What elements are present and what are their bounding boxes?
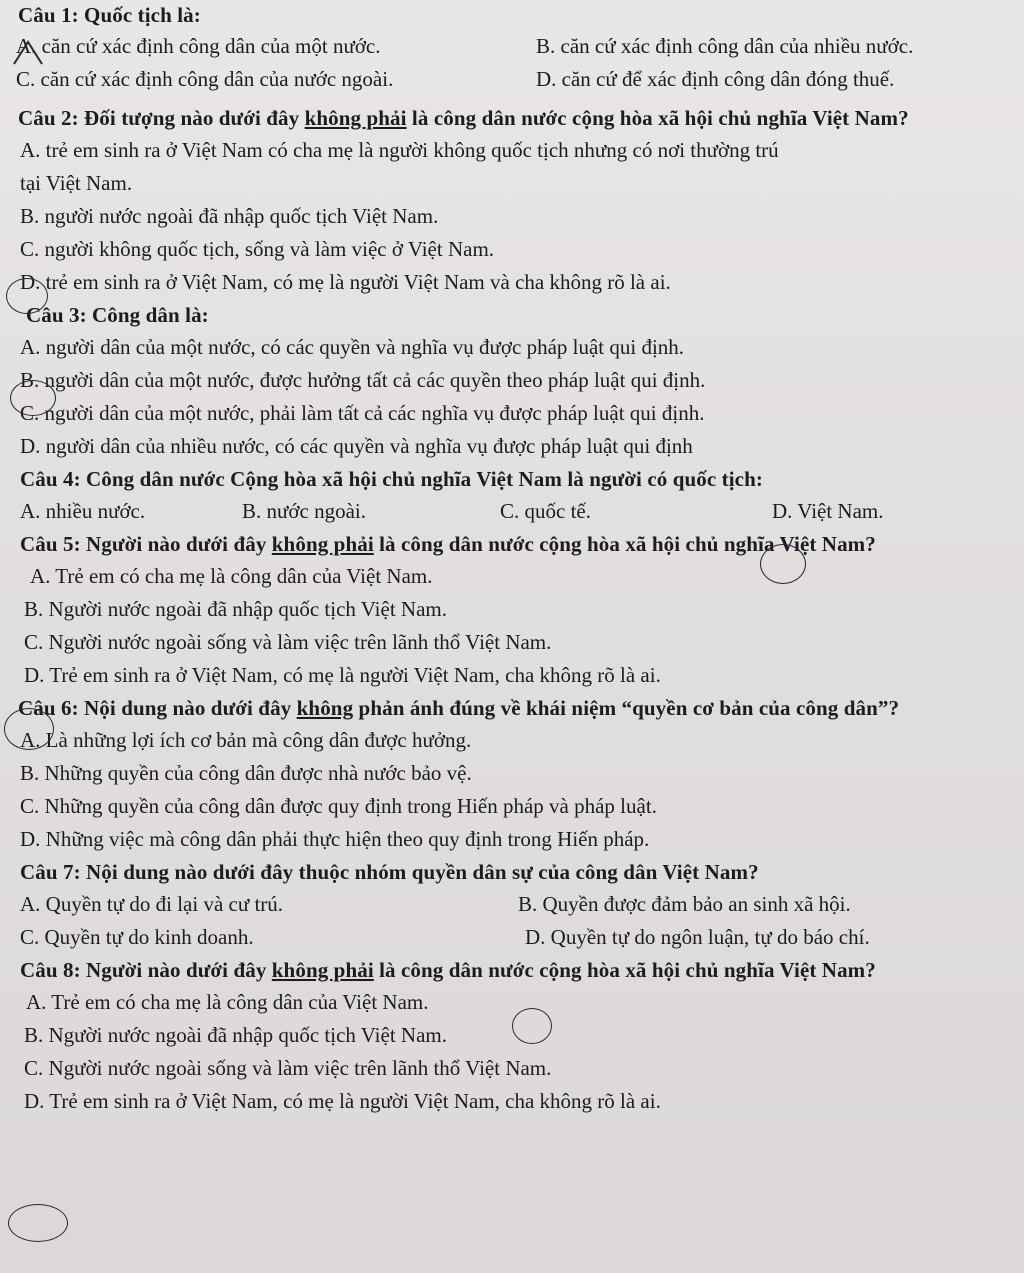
question-title-start: Câu 6: Nội dung nào dưới đây — [18, 696, 297, 720]
option-d: D. Những việc mà công dân phải thực hiện theo quy định trong Hiến pháp. — [20, 827, 650, 851]
answer-circle-q8 — [8, 1204, 68, 1242]
option-d: D. Việt Nam. — [772, 499, 884, 523]
option-b: B. Người nước ngoài đã nhập quốc tịch Việt Nam. — [24, 597, 447, 621]
question-title-end: phản ánh đúng về khái niệm “quyền cơ bản của công dân”? — [353, 696, 900, 720]
question-2 — [0, 102, 1024, 299]
option-a: A. Trẻ em có cha mẹ là công dân của Việt Nam. — [26, 990, 429, 1014]
option-b: B. nước ngoài. — [242, 499, 366, 523]
question-title-emphasis: không phải — [271, 958, 374, 982]
option-d: D. trẻ em sinh ra ở Việt Nam, có mẹ là người Việt Nam và cha không rõ là ai. — [20, 270, 671, 294]
question-title: Câu 4: Công dân nước Cộng hòa xã hội chủ nghĩa Việt Nam là người có quốc tịch: — [20, 467, 763, 491]
option-b: B. Người nước ngoài đã nhập quốc tịch Việt Nam. — [24, 1023, 447, 1047]
question-title: Câu 1: Quốc tịch là: — [18, 3, 201, 27]
option-a: A. Quyền tự do đi lại và cư trú. — [20, 892, 284, 916]
option-b: B. Quyền được đảm bảo an sinh xã hội. — [518, 892, 851, 916]
option-d: D. Trẻ em sinh ra ở Việt Nam, có mẹ là người Việt Nam, cha không rõ là ai. — [24, 663, 661, 687]
question-title — [0, 102, 1024, 134]
option-a: A. trẻ em sinh ra ở Việt Nam có cha mẹ là người không quốc tịch nhưng có nơi thường trú — [20, 138, 779, 162]
option-a: A. Trẻ em có cha mẹ là công dân của Việt Nam. — [30, 564, 433, 588]
option-d: D. Trẻ em sinh ra ở Việt Nam, có mẹ là người Việt Nam, cha không rõ là ai. — [24, 1089, 661, 1113]
option-b: B. người dân của một nước, được hưởng tất cả các quyền theo pháp luật qui định. — [20, 368, 706, 392]
option-c: C. Quyền tự do kinh doanh. — [20, 925, 254, 949]
option-b: B. Những quyền của công dân được nhà nước bảo vệ. — [20, 761, 472, 785]
question-title: Câu 7: Nội dung nào dưới đây thuộc nhóm quyền dân sự của công dân Việt Nam? — [20, 860, 759, 884]
option-a-continued: tại Việt Nam. — [20, 171, 133, 195]
option-a: A. Là những lợi ích cơ bản mà công dân được hưởng. — [20, 728, 472, 752]
option-c: C. người dân của một nước, phải làm tất cả các nghĩa vụ được pháp luật qui định. — [20, 401, 705, 425]
option-a: A. căn cứ xác định công dân của một nước. — [16, 34, 381, 58]
option-c: C. quốc tế. — [500, 499, 591, 523]
question-4 — [0, 463, 1024, 528]
question-title-end: là công dân nước cộng hòa xã hội chủ nghĩa Việt Nam? — [373, 532, 876, 556]
question-title-emphasis: không — [296, 696, 354, 720]
question-title-emphasis: không phải — [304, 106, 407, 130]
question-7 — [0, 856, 1024, 954]
question-title: Câu 3: Công dân là: — [26, 303, 209, 327]
question-title-end: là công dân nước cộng hòa xã hội chủ nghĩa Việt Nam? — [406, 106, 909, 130]
option-d: D. căn cứ để xác định công dân đóng thuế. — [536, 67, 895, 91]
option-b: B. căn cứ xác định công dân của nhiều nước. — [536, 34, 914, 58]
question-title-end: là công dân nước cộng hòa xã hội chủ nghĩa Việt Nam? — [373, 958, 876, 982]
option-c: C. Người nước ngoài sống và làm việc trên lãnh thổ Việt Nam. — [24, 630, 552, 654]
option-b: B. người nước ngoài đã nhập quốc tịch Việt Nam. — [20, 204, 439, 228]
question-title-start: Câu 2: Đối tượng nào dưới đây — [18, 106, 305, 130]
option-a: A. nhiều nước. — [20, 499, 146, 523]
option-d: D. người dân của nhiều nước, có các quyền và nghĩa vụ được pháp luật qui định — [20, 434, 693, 458]
question-title — [0, 528, 1024, 560]
option-c: C. Người nước ngoài sống và làm việc trên lãnh thổ Việt Nam. — [24, 1056, 552, 1080]
question-1 — [0, 0, 1024, 96]
question-title — [0, 692, 1024, 724]
question-title-start: Câu 5: Người nào dưới đây — [20, 532, 272, 556]
question-title-emphasis: không phải — [271, 532, 374, 556]
question-8 — [0, 954, 1024, 1118]
option-c: C. Những quyền của công dân được quy định trong Hiến pháp và pháp luật. — [20, 794, 657, 818]
question-title-start: Câu 8: Người nào dưới đây — [20, 958, 272, 982]
question-6 — [0, 692, 1024, 856]
option-d: D. Quyền tự do ngôn luận, tự do báo chí. — [525, 925, 870, 949]
question-title — [0, 954, 1024, 986]
option-c: C. căn cứ xác định công dân của nước ngoài. — [16, 67, 394, 91]
question-5 — [0, 528, 1024, 692]
question-3 — [0, 299, 1024, 463]
option-a: A. người dân của một nước, có các quyền và nghĩa vụ được pháp luật qui định. — [20, 335, 685, 359]
option-c: C. người không quốc tịch, sống và làm việc ở Việt Nam. — [20, 237, 495, 261]
